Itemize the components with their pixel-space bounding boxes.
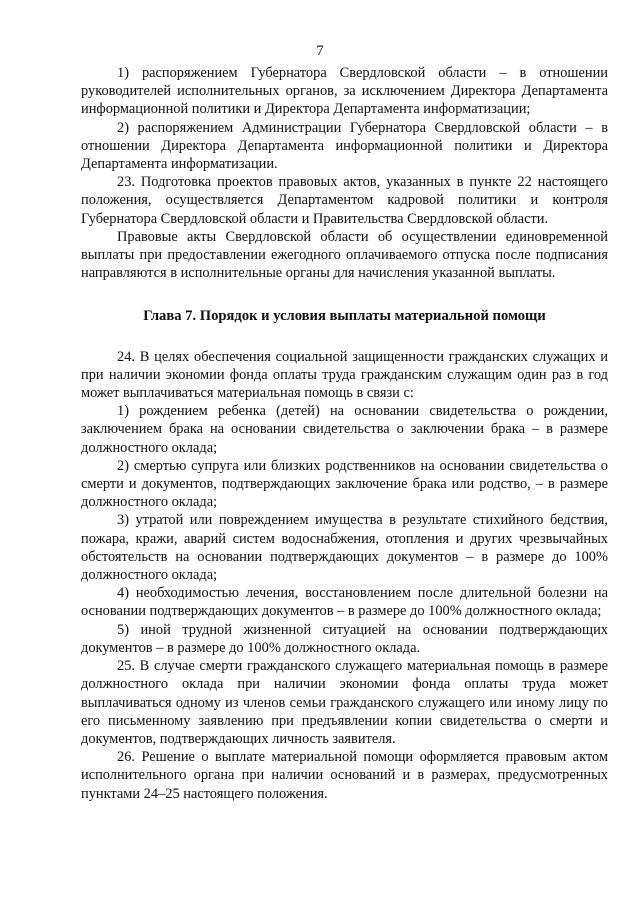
paragraph-24-item-3: 3) утратой или повреждением имущества в результате стихийного бедствия, пожара, кражи, аварий систем водоснабжения, отопления и других чрезвычайных обстоятельств на основании подтверждающих документов – в размере до 100% должностного оклада; (81, 512, 608, 584)
paragraph-24-item-1: 1) рождением ребенка (детей) на основании свидетельства о рождении, заключением брака на основании свидетельства о заключении брака – в размере должностного оклада; (81, 403, 608, 456)
paragraph-24-item-2: 2) смертью супруга или близких родственников на основании свидетельства о смерти и документов, подтверждающих заключение брака или родство, – в размере должностного оклада; (81, 457, 608, 511)
document-body (81, 64, 608, 803)
paragraph-22-item-1: 1) распоряжением Губернатора Свердловской области – в отношении руководителей исполнительных органов, за исключением Директора Департамента информационной политики и Директора Департамента информатизации; (81, 65, 608, 118)
paragraph-24: 24. В целях обеспечения социальной защищенности гражданских служащих и при наличии экономии фонда оплаты труда гражданским служащим один раз в год может выплачиваться материальная помощь в связи с: (81, 348, 608, 402)
chapter-title: Глава 7. Порядок и условия выплаты материальной помощи (143, 308, 546, 325)
paragraph-26: 26. Решение о выплате материальной помощи оформляется правовым актом исполнительного органа при наличии оснований и в размерах, предусмотренных пунктами 24–25 настоящего положения. (81, 749, 608, 802)
paragraph-23: 23. Подготовка проектов правовых актов, указанных в пункте 22 настоящего положения, осуществляется Департаментом кадровой политики и контроля Губернатора Свердловской области и Правительства Свердловской области. (81, 174, 608, 227)
paragraph-22-item-2: 2) распоряжением Администрации Губернатора Свердловской области – в отношении Директора Департамента информационной политики и Директора Департамента информатизации. (81, 119, 608, 173)
paragraph-24-item-5: 5) иной трудной жизненной ситуацией на основании подтверждающих документов – в размере до 100% должностного оклада. (81, 621, 608, 656)
paragraph-24-item-4: 4) необходимостью лечения, восстановлением после длительной болезни на основании подтверждающих документов – в размере до 100% должностного оклада; (81, 585, 608, 620)
paragraph-25: 25. В случае смерти гражданского служащего материальная помощь в размере должностного оклада при наличии экономии фонда оплаты труда может выплачиваться одному из членов семьи гражданского служащего или иному лицу по его письменному заявлению при предъявлении копии свидетельства о смерти и документов, подтверждающих личность заявителя. (81, 658, 608, 747)
paragraph-legal-acts: Правовые акты Свердловской области об осуществлении единовременной выплаты при предоставлении ежегодного оплачиваемого отпуска после подписания направляются в исполнительные органы для начисления указанной выплаты. (81, 228, 608, 282)
page-number: 7 (316, 43, 324, 59)
